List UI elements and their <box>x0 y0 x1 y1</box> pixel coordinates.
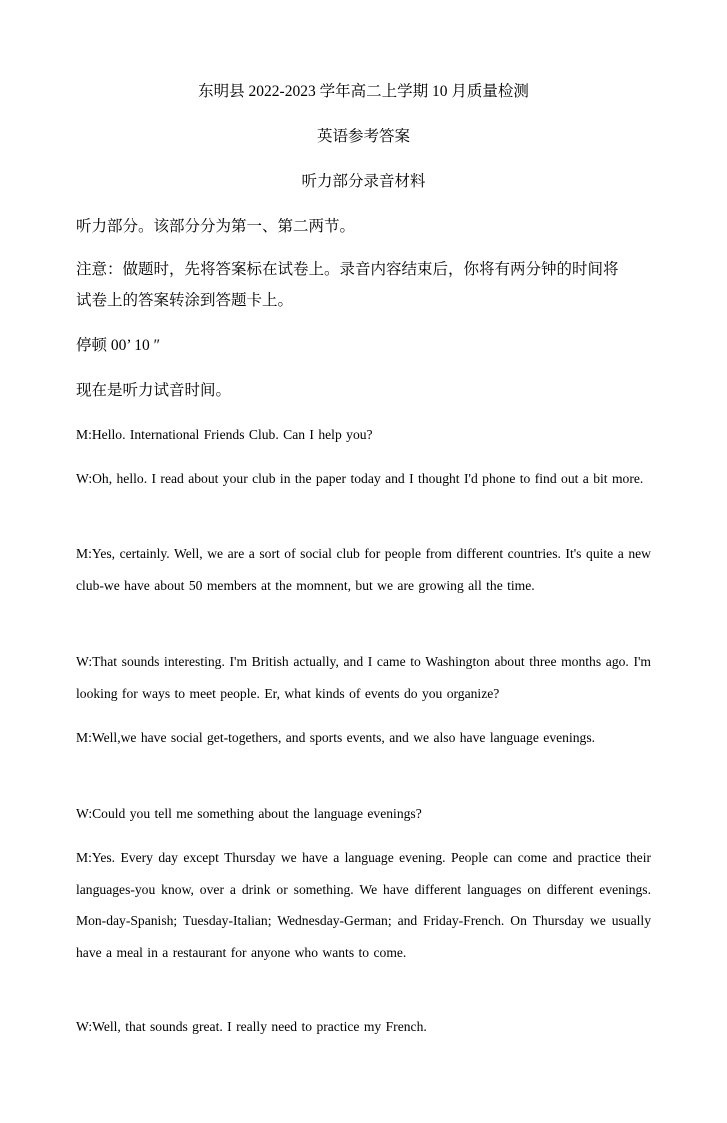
intro-paragraph: 现在是听力试音时间。 <box>76 382 232 399</box>
dialogue-line: W:That sounds interesting. I'm British actually, and I came to Washington about three months ago. I'm looking for ways to meet people. Er, what kinds of events do you organize? <box>76 654 651 701</box>
dialogue-line: W:Well, that sounds great. I really need to practice my French. <box>76 1019 427 1034</box>
intro-paragraph: 听力部分。该部分分为第一、第二两节。 <box>76 218 356 235</box>
document-title: 东明县 2022-2023 学年高二上学期 10 月质量检测 <box>198 83 529 100</box>
intro-paragraph: 停顿 00’ 10 ″ <box>76 337 161 354</box>
dialogue-line: W:Could you tell me something about the language evenings? <box>76 806 422 821</box>
dialogue-line: M:Well,we have social get-togethers, and sports events, and we also have language evenings. <box>76 730 596 745</box>
dialogue-line: M:Yes. Every day except Thursday we have a language evening. People can come and practice their languages-you know, over a drink or something. We have different languages on different evenings. Mon-day-Spanish; Tuesday-Italian; Wednesday-German; and Friday-French. On Thursday we usually have a meal in a restaurant for anyone who wants to come. <box>76 850 651 960</box>
dialogue-line: M:Yes, certainly. Well, we are a sort of social club for people from different countries. It's quite a new club-we have about 50 members at the momnent, but we are growing all the time. <box>76 546 651 593</box>
dialogue-line: M:Hello. International Friends Club. Can I help you? <box>76 427 373 442</box>
intro-paragraph: 试卷上的答案转涂到答题卡上。 <box>76 292 294 309</box>
dialogue-line: W:Oh, hello. I read about your club in the paper today and I thought I'd phone to find out a bit more. <box>76 471 644 486</box>
section-heading: 听力部分录音材料 <box>301 173 426 190</box>
document-subtitle: 英语参考答案 <box>316 128 410 145</box>
intro-paragraph: 注意：做题时，先将答案标在试卷上。录音内容结束后，你将有两分钟的时间将 <box>76 261 619 278</box>
